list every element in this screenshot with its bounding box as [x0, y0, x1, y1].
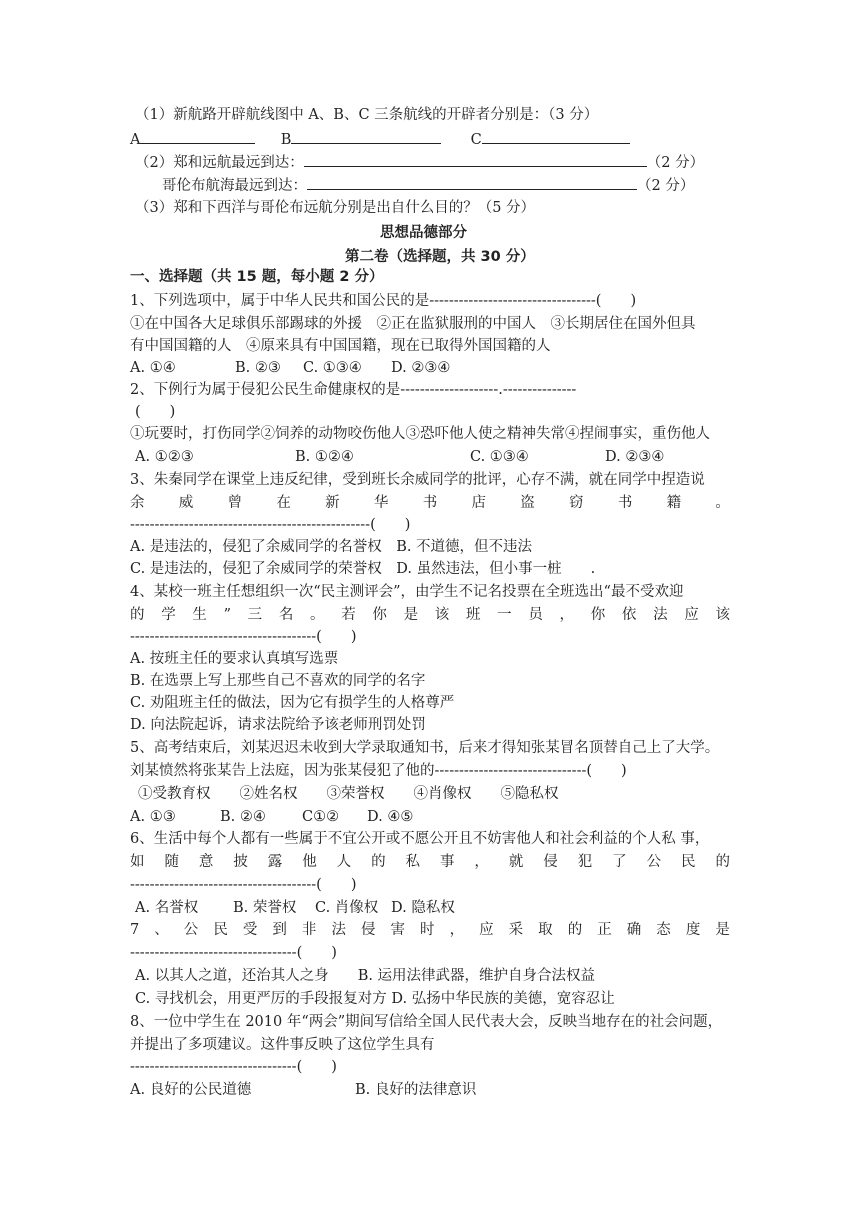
- q4-char: ，: [559, 607, 575, 623]
- q4-char: 该: [715, 607, 730, 623]
- q5-option-b: B. ②④: [220, 809, 266, 825]
- q3-char: 窃: [569, 495, 584, 511]
- q6-char: 事: [439, 854, 455, 870]
- q7-char: 非: [301, 922, 317, 938]
- q3-char: 盗: [520, 495, 535, 511]
- q7-char: 侵: [360, 922, 376, 938]
- q6-char: 意: [198, 854, 214, 870]
- q1-line3: 有中国国籍的人 ④原来具有中国国籍，现在已取得外国国籍的人: [130, 338, 551, 354]
- q5-stem: 5、高考结束后，刘某迟迟未收到大学录取通知书，后来才得知张某冒名顶替自己上了大学。: [130, 740, 720, 756]
- q7-char: 民: [213, 922, 228, 938]
- blank-c-label: C: [470, 132, 482, 148]
- q8-option-a: A. 良好的公民道德: [130, 1082, 252, 1098]
- q8-line3: ----------------------------------( ): [130, 1059, 337, 1075]
- q7-line2: ----------------------------------( ): [130, 945, 337, 961]
- blank-a-line: [140, 128, 255, 144]
- q6-char: 侵: [543, 854, 558, 870]
- history-q3: （3）郑和下西洋与哥伦布远航分别是出自什么目的？（5 分）: [135, 200, 536, 216]
- section-title: 思想品德部分: [380, 225, 467, 241]
- q3-line5: C. 是违法的，侵犯了余威同学的荣誉权 D. 虽然违法，但小事一桩 .: [130, 561, 596, 577]
- blank-c-line: [482, 128, 630, 144]
- q6-char: 就: [508, 854, 524, 870]
- q7-char: 应: [479, 922, 494, 938]
- q6-option-a: A. 名誉权: [135, 900, 199, 916]
- q6-char: 犯: [577, 854, 593, 870]
- history-q2-score2: （2 分）: [637, 178, 695, 194]
- q3-char: 威: [178, 495, 194, 511]
- q7-char: 确: [626, 922, 642, 938]
- q1-stem: 1、下列选项中，属于中华人民共和国公民的是----------------------------------( ): [130, 293, 637, 309]
- q4-char: 依: [621, 607, 637, 623]
- q5-option-d: D. ④⑤: [367, 809, 414, 825]
- history-q2-score1: （2 分）: [646, 155, 705, 171]
- history-q1-blanks: [130, 128, 630, 151]
- q3-char: 余: [130, 495, 145, 511]
- q6-char: 他: [302, 854, 317, 870]
- section-subtitle: 第二卷（选择题，共 30 分）: [345, 249, 535, 265]
- q7-char: 态: [656, 922, 671, 938]
- q4-char: 。: [310, 607, 325, 623]
- q6-char: 如: [130, 854, 145, 870]
- q3-char: 在: [276, 495, 291, 511]
- q4-option-c: C. 劝阻班主任的做法，因为它有损学生的人格尊严: [130, 695, 455, 711]
- q7-char: 到: [272, 922, 287, 938]
- q3-line3: -------------------------------------------------( ): [130, 517, 411, 533]
- history-q1: （1）新航路开辟航线图中 A、B、C 三条航线的开辟者分别是：（3 分）: [135, 107, 599, 123]
- q7-char: 、: [154, 922, 169, 938]
- history-q2-text1: （2）郑和远航最远到达：: [135, 155, 304, 171]
- q7-line4: C. 寻找机会，用更严厉的手段报复对方 D. 弘扬中华民族的美德，宽容忍让: [135, 991, 615, 1007]
- q4-char: 一: [497, 607, 512, 623]
- q4-line3: --------------------------------------( ): [130, 629, 357, 645]
- q6-char: 披: [233, 854, 248, 870]
- q4-char: 应: [684, 607, 699, 623]
- q4-char: 该: [434, 607, 450, 623]
- q7-char: 采: [508, 922, 524, 938]
- blank-b-label: B: [280, 132, 292, 148]
- q2-option-d: D. ②③④: [605, 449, 665, 465]
- q6-char: 随: [164, 854, 179, 870]
- q3-line2: [130, 492, 730, 514]
- q1-option-d: D. ②③④: [391, 360, 451, 376]
- q2-option-a: A. ①②③: [135, 449, 194, 465]
- q7-char: 度: [685, 922, 701, 938]
- q4-char: 生: [192, 607, 207, 623]
- q6-line2: [130, 851, 730, 873]
- q4-char: ”: [223, 607, 231, 623]
- q2-paren: ( ): [135, 404, 176, 420]
- q8-options: [130, 1079, 476, 1101]
- q6-char: 公: [646, 854, 662, 870]
- q4-char: 法: [653, 607, 668, 623]
- q4-char: 若: [341, 607, 356, 623]
- q7-stem: [130, 919, 730, 941]
- q4-char: 员: [528, 607, 543, 623]
- history-q2-line2: [162, 174, 694, 197]
- section-part: 一、选择题（共 15 题，每小题 2 分）: [130, 269, 384, 285]
- q3-stem: 3、朱秦同学在课堂上违反纪律，受到班长余威同学的批评，心存不满，就在同学中捏造说: [130, 472, 705, 488]
- q6-char: 的: [371, 854, 386, 870]
- q6-char: 人: [336, 854, 352, 870]
- q6-options: [135, 897, 455, 919]
- q4-char: 是: [403, 607, 419, 623]
- q6-char: ，: [474, 854, 489, 870]
- q4-char: 你: [372, 607, 387, 623]
- q5-option-c: C①②: [302, 809, 340, 825]
- history-q2-line1: [135, 151, 704, 174]
- q2-option-c: C. ①③④: [470, 449, 529, 465]
- q7-char: 取: [538, 922, 553, 938]
- q6-stem: 6、生活中每个人都有一些属于不宜公开或不愿公开且不妨害他人和社会利益的个人私 事，: [130, 831, 710, 847]
- q7-char: 公: [183, 922, 199, 938]
- q6-char: 了: [612, 854, 627, 870]
- q1-option-a: A. ①④: [130, 360, 176, 376]
- q2-line2: ①玩要时，打伤同学②饲养的动物咬伤他人③恐吓他人使之精神失常④捏闹事实，重伤他人: [130, 426, 710, 442]
- q1-options: [130, 357, 450, 379]
- blank-a-label: A: [130, 132, 141, 148]
- q4-char: 班: [465, 607, 481, 623]
- q5-options: [130, 806, 413, 828]
- q3-char: 新: [325, 495, 340, 511]
- q6-char: 民: [681, 854, 696, 870]
- q6-option-b: B. 荣誉权: [233, 900, 297, 916]
- q4-char: 的: [130, 607, 145, 623]
- q4-char: 学: [161, 607, 176, 623]
- q7-char: 害: [390, 922, 406, 938]
- q6-option-c: C. 肖像权: [315, 900, 379, 916]
- q4-line2: [130, 604, 730, 626]
- q3-char: 。: [715, 495, 730, 511]
- q4-char: 三: [247, 607, 263, 623]
- q7-char: 受: [242, 922, 258, 938]
- q4-option-d: D. 向法院起诉，请求法院给予该老师刑罚处罚: [130, 717, 426, 733]
- q7-char: 时: [420, 922, 435, 938]
- q1-line2: ①在中国各大足球俱乐部踢球的外援 ②正在监狱服刑的中国人 ③长期居住在国外但具: [130, 316, 696, 332]
- q1-option-b: B. ②③: [235, 360, 281, 376]
- q2-options: [135, 446, 664, 468]
- q6-option-d: D. 隐私权: [391, 900, 455, 916]
- q3-char: 书: [422, 495, 438, 511]
- q8-option-b: B. 良好的法律意识: [355, 1082, 477, 1098]
- q3-char: 店: [471, 495, 486, 511]
- q6-line3: --------------------------------------( ): [130, 877, 357, 893]
- q3-line4: A. 是违法的，侵犯了余威同学的名誉权 B. 不道德，但不违法: [130, 539, 533, 555]
- q8-stem: 8、一位中学生在 2010 年“两会”期间写信给全国人民代表大会，反映当地存在的社会问题，: [130, 1014, 723, 1030]
- q6-char: 露: [267, 854, 283, 870]
- q4-stem: 4、某校一班主任想组织一次“民主测评会”，由学生不记名投票在全班选出“最不受欢迎: [130, 584, 684, 600]
- q7-char: 正: [597, 922, 612, 938]
- q3-char: 籍: [666, 495, 682, 511]
- q2-stem: 2、下例行为属于侵犯公民生命健康权的是--------------------.---------------: [130, 382, 577, 398]
- q4-char: 名: [278, 607, 294, 623]
- q7-char: 法: [331, 922, 346, 938]
- q4-option-b: B. 在选票上写上那些自己不喜欢的同学的名字: [130, 673, 426, 689]
- q3-char: 曾: [227, 495, 243, 511]
- q5-line3: ①受教育权 ②姓名权 ③荣誉权 ④肖像权 ⑤隐私权: [138, 786, 559, 802]
- q5-line2: 刘某愤然将张某告上法庭，因为张某侵犯了他的-------------------------------( ): [130, 763, 627, 779]
- q7-char: 的: [567, 922, 583, 938]
- q3-char: 书: [617, 495, 633, 511]
- blank-b-line: [291, 128, 441, 144]
- q4-option-a: A. 按班主任的要求认真填写选票: [130, 651, 339, 667]
- history-q2-text2: 哥伦布航海最远到达：: [162, 178, 307, 194]
- q8-line2: 并提出了多项建议。这件事反映了这位学生具有: [130, 1037, 435, 1053]
- q7-char: 7: [130, 922, 140, 938]
- q4-char: 你: [590, 607, 606, 623]
- q6-char: 私: [405, 854, 420, 870]
- q2-blank-2: [307, 174, 637, 190]
- q2-blank-1: [304, 151, 647, 167]
- q2-option-b: B. ①②④: [295, 449, 354, 465]
- q1-option-c: C. ①③④: [303, 360, 362, 376]
- q3-char: 华: [373, 495, 389, 511]
- q7-line3: A. 以其人之道，还治其人之身 B. 运用法律武器，维护自身合法权益: [135, 968, 596, 984]
- q7-char: 是: [715, 922, 730, 938]
- q5-option-a: A. ①③: [130, 809, 176, 825]
- q6-char: 的: [715, 854, 730, 870]
- q7-char: ，: [449, 922, 465, 938]
